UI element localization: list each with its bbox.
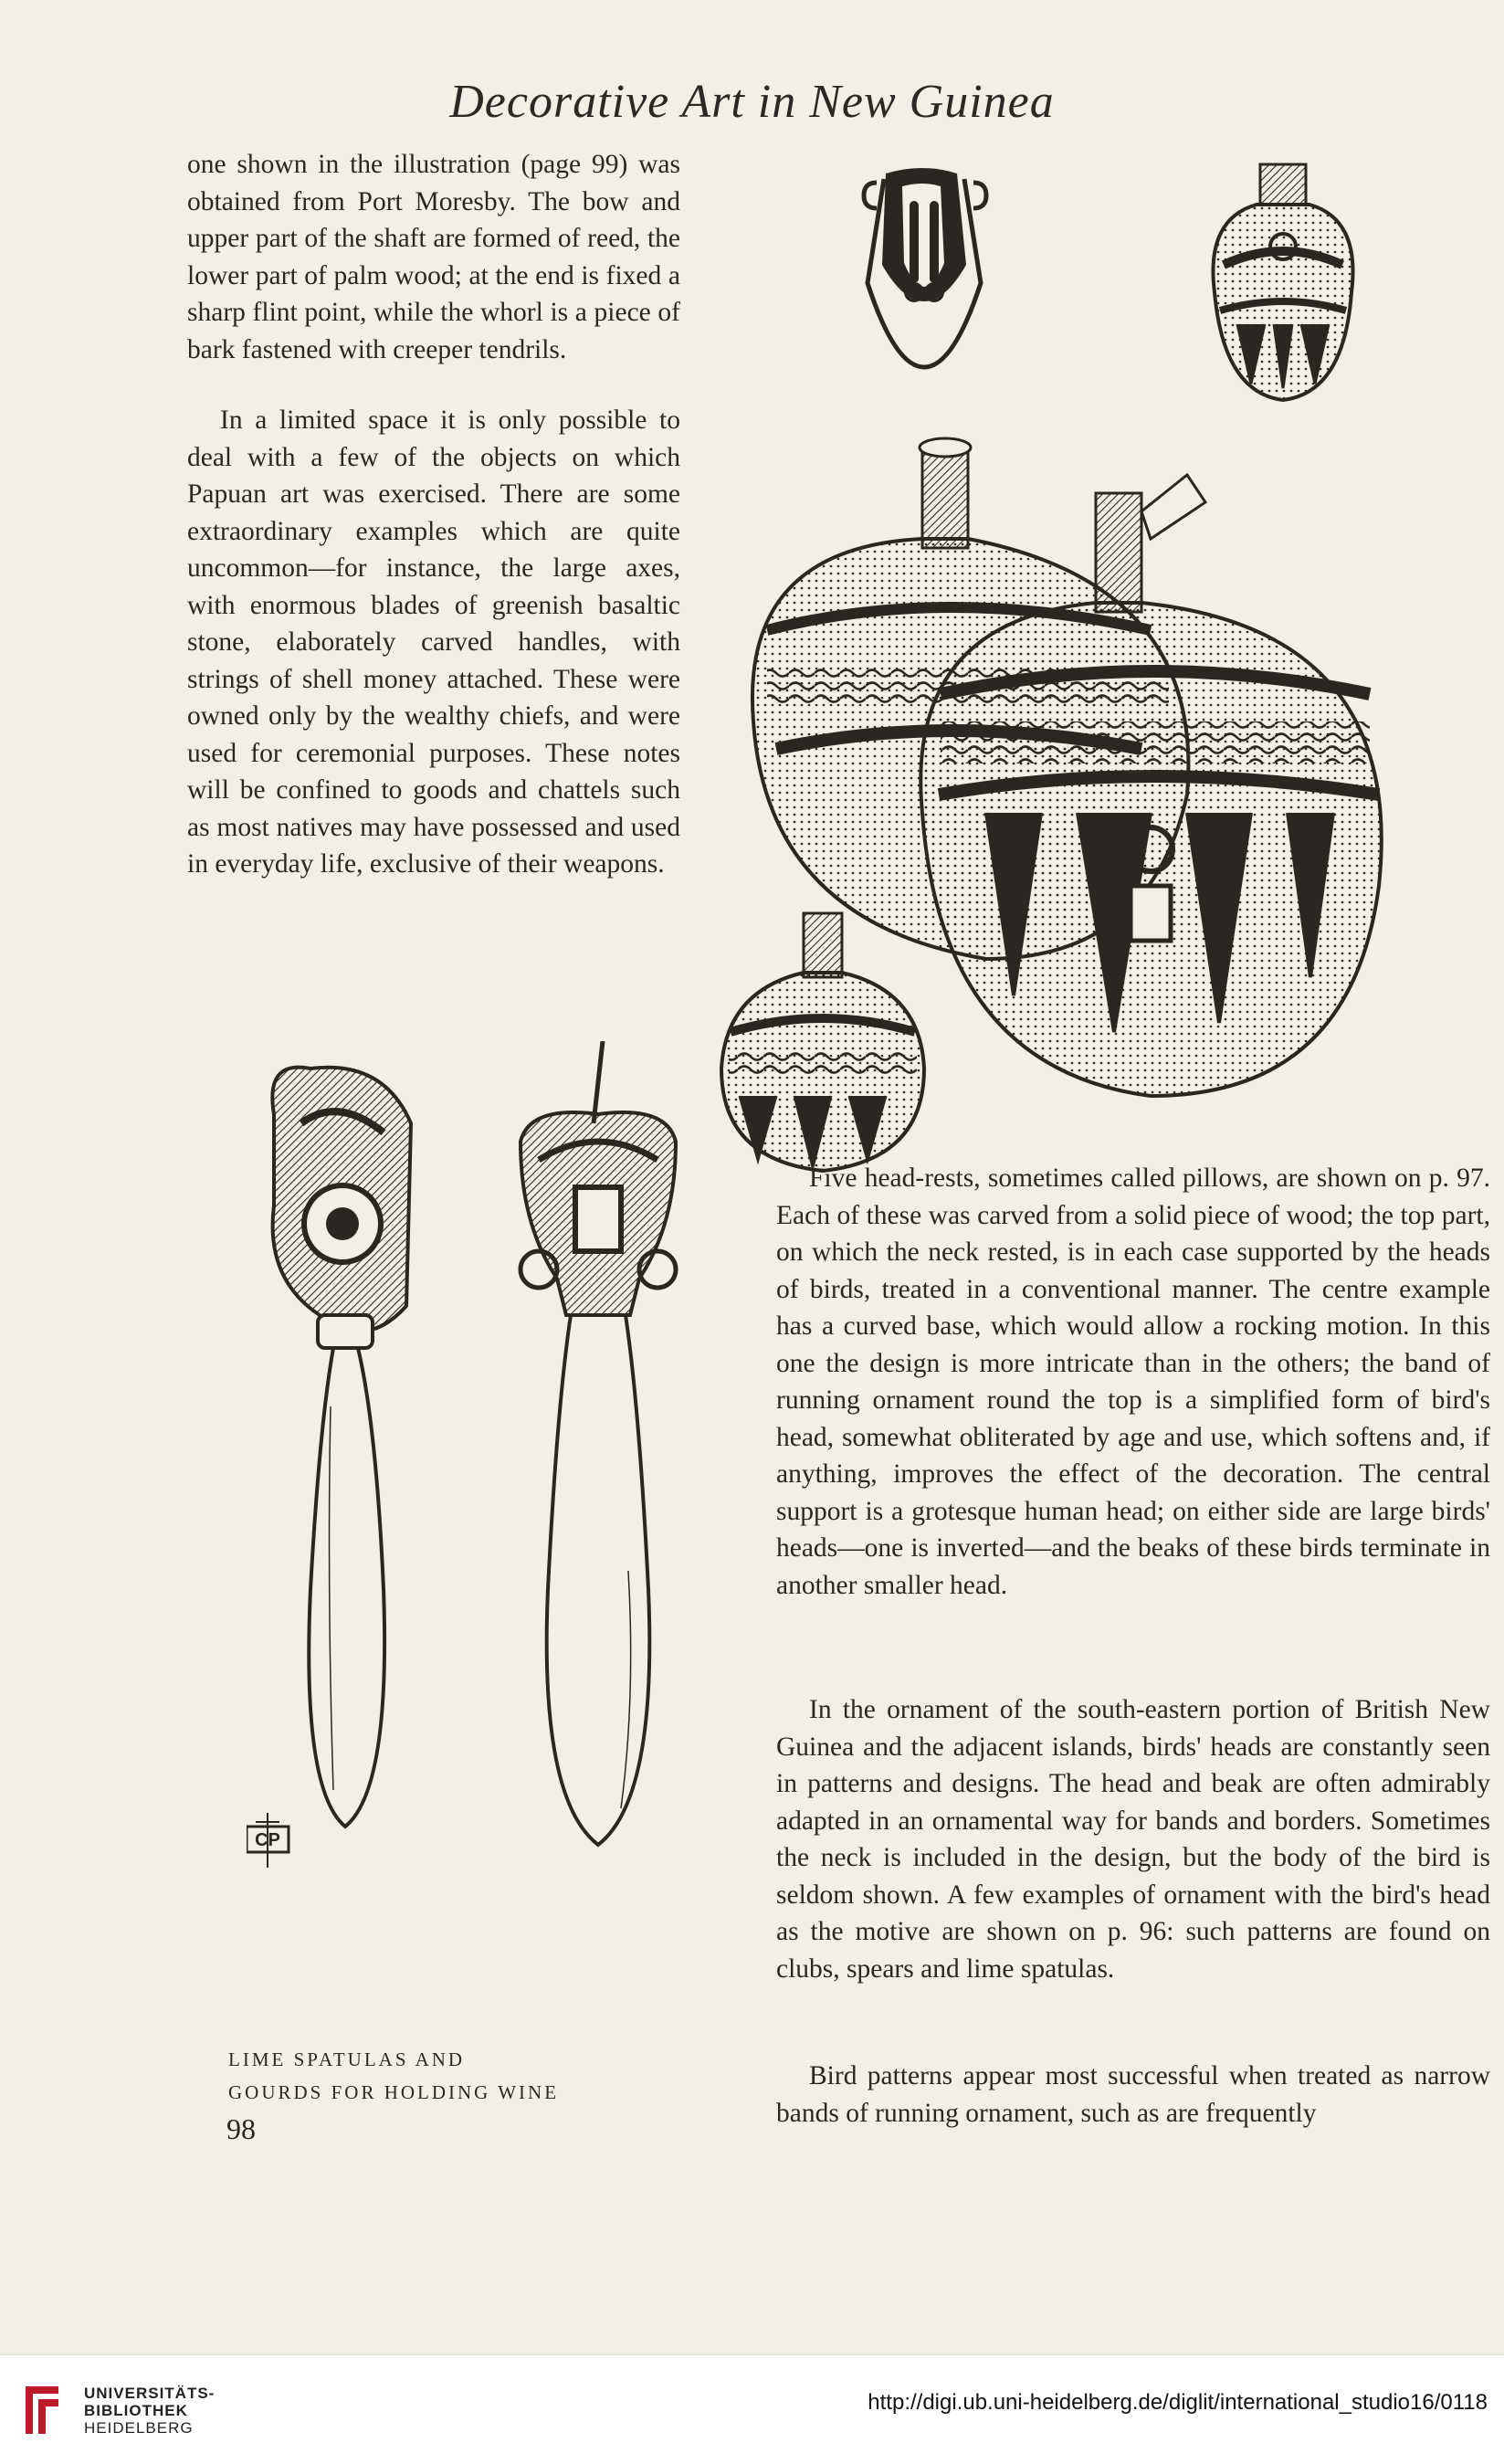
small-gourd-top (1213, 164, 1352, 400)
library-name-line-1: UNIVERSITÄTS- (84, 2385, 216, 2402)
gourds-illustration (712, 155, 1498, 1233)
library-footer (0, 2354, 1504, 2464)
caption-line-1: LIME SPATULAS AND (228, 2048, 466, 2070)
monogram-text: CP (255, 1830, 280, 1850)
spatula-right (521, 1041, 676, 1845)
spatula-left (272, 1068, 411, 1827)
library-logo-icon[interactable] (16, 2377, 68, 2441)
paragraph-2: In a limited space it is only possible to deal with a few of the objects on which Papuan art was exercised. There are some extraordinary examples which are quite uncommon—for instance, the large axes, with enormous blades of greenish basaltic stone, elaborately carved handles, with strings of shell money attached. These were owned only by the wealthy chiefs, and were used for ceremonial purposes. These notes will be confined to goods and chattels such as most natives may have possessed and used in everyday life, exclusive of their weapons. (187, 405, 680, 879)
paragraph-1: one shown in the illustration (page 99) was obtained from Port Moresby. The bow and upper part of the shaft are formed of reed, the lower part of palm wood; at the end is fixed a sharp flint point, while the whorl is a piece of bark fastened with creeper tendrils. (187, 150, 680, 364)
caption-line-2: GOURDS FOR HOLDING WINE (228, 2081, 560, 2103)
small-gourd-bottom (721, 913, 924, 1171)
library-name[interactable] (84, 2385, 215, 2437)
paragraph-4: In the ornament of the south-eastern portion of British New Guinea and the adjacent islands, birds' heads are constantly seen in patterns and designs. The head and beak are often admirably adapted in an ornamental way for bands and borders. Sometimes the neck is included in the design, but the body of the bird is seldom shown. A few examples of ornament with the bird's head as the motive are shown on p. 96: such patterns are found on clubs, spears and lime spatulas. (776, 1695, 1490, 1984)
spatulas-illustration (247, 1041, 685, 2009)
cp-monogram (247, 1813, 289, 1868)
paragraph-5: Bird patterns appear most successful when treated as narrow bands of running ornament, such as are frequently (776, 2061, 1490, 2128)
ornament-plaque (864, 168, 986, 367)
figure-caption (228, 2043, 559, 2109)
source-url-link[interactable]: http://digi.ub.uni-heidelberg.de/diglit/international_studio16/0118 (868, 2390, 1488, 2415)
running-header: Decorative Art in New Guinea (449, 76, 1055, 128)
library-name-line-2: BIBLIOTHEK (84, 2402, 188, 2419)
paragraph-3: Five head-rests, sometimes called pillows, are shown on p. 97. Each of these was carved from a solid piece of wood; the top part, on which the neck rested, is in each case supported by the heads of birds, treated in a conventional manner. The centre example has a curved base, which would allow a rocking motion. In this one the design is more intricate than in the others; the band of running ornament round the top is a simplified form of bird's head, somewhat obliterated by age and use, which softens and, if anything, improves the effect of the decoration. The central support is a grotesque human head; on either side are large birds' heads—one is inverted—and the beaks of these birds terminate in another smaller head. (776, 1164, 1490, 1600)
library-name-line-3: HEIDELBERG (84, 2419, 194, 2437)
page-number: 98 (226, 2112, 256, 2145)
